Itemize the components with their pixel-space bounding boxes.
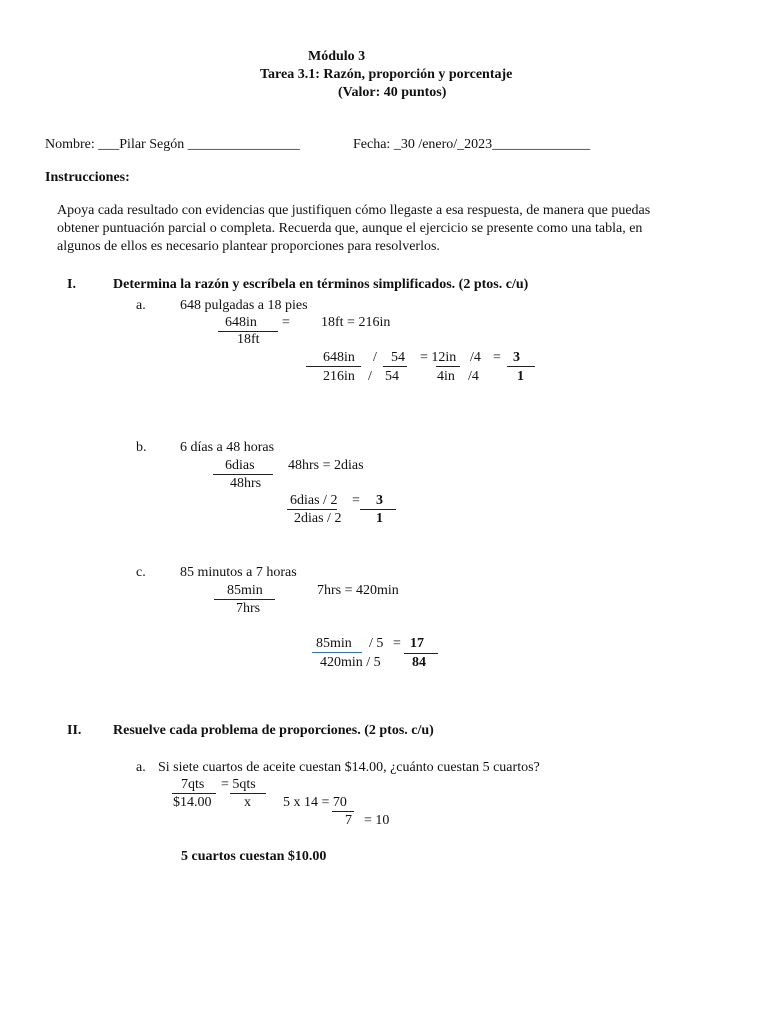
item-1b-letter: b. <box>136 440 147 455</box>
instructions-heading: Instrucciones: <box>45 170 130 185</box>
item-1a-result-num: 3 <box>513 350 520 365</box>
item-1b-conversion: 48hrs = 2dias <box>288 458 364 473</box>
section-2-title: Resuelve cada problema de proporciones. (2 ptos. c/u) <box>113 723 434 738</box>
item-1a-step-div-bottom: / <box>368 369 372 384</box>
item-2a-answer: 5 cuartos cuestan $10.00 <box>181 849 327 864</box>
item-1b-result-num: 3 <box>376 493 383 508</box>
item-1a-step-bar-2 <box>383 366 407 367</box>
item-1b-step-num: 6dias / 2 <box>290 493 338 508</box>
section-1-title: Determina la razón y escríbela en términos simplificados. (2 ptos. c/u) <box>113 277 529 292</box>
section-2-numeral: II. <box>67 723 82 738</box>
item-2a-letter: a. <box>136 760 146 775</box>
item-1a-equals: = <box>282 315 290 330</box>
item-2a-calc-den: 7 <box>345 813 352 828</box>
item-1c-result-den: 84 <box>412 655 426 670</box>
item-1b-numerator: 6dias <box>225 458 255 473</box>
item-1c-prompt: 85 minutos a 7 horas <box>180 565 297 580</box>
item-1a-step-div4-top: /4 <box>470 350 481 365</box>
name-field: Nombre: ___Pilar Segón ________________ <box>45 137 300 152</box>
item-1c-step-eq: = <box>393 636 401 651</box>
item-2a-calc: 5 x 14 = 70 <box>283 795 347 810</box>
item-1a-step-54-top: 54 <box>391 350 405 365</box>
item-1a-result-den: 1 <box>517 369 524 384</box>
item-1c-letter: c. <box>136 565 146 580</box>
item-2a-den-2: x <box>244 795 251 810</box>
item-1a-conversion: 18ft = 216in <box>321 315 391 330</box>
item-1a-letter: a. <box>136 298 146 313</box>
item-1a-step-den2: 4in <box>437 369 455 384</box>
item-1c-step-num: 85min <box>316 636 352 651</box>
instructions-line-3: algunos de ellos es necesario plantear proporciones para resolverlos. <box>57 239 440 254</box>
item-2a-num-2: = 5qts <box>221 777 256 792</box>
item-1a-step-num: 648in <box>323 350 355 365</box>
item-1b-denominator: 48hrs <box>230 476 262 491</box>
item-2a-den-1: $14.00 <box>173 795 212 810</box>
item-1a-step-div4-bottom: /4 <box>468 369 479 384</box>
item-1a-result-bar <box>507 366 535 367</box>
item-2a-prompt: Si siete cuartos de aceite cuestan $14.00, ¿cuánto cuestan 5 cuartos? <box>158 760 540 775</box>
item-1a-step-54-bottom: 54 <box>385 369 399 384</box>
item-1b-step-den: 2dias / 2 <box>294 511 342 526</box>
item-1a-step-div: / <box>373 350 377 365</box>
item-1b-step-eq: = <box>352 493 360 508</box>
item-2a-calc-result: = 10 <box>364 813 390 828</box>
item-1c-step-bar <box>312 652 362 653</box>
item-1a-denominator: 18ft <box>237 332 260 347</box>
item-1b-prompt: 6 días a 48 horas <box>180 440 275 455</box>
date-field: Fecha: _30 /enero/_2023______________ <box>353 137 591 152</box>
item-2a-num-1: 7qts <box>181 777 205 792</box>
item-1c-step-div: / 5 <box>369 636 384 651</box>
section-1-numeral: I. <box>67 277 76 292</box>
item-1a-step-bar-1 <box>306 366 361 367</box>
item-1a-numerator: 648in <box>225 315 257 330</box>
item-1a-step-eq-num: = 12in <box>420 350 457 365</box>
item-1a-step-eq2: = <box>493 350 501 365</box>
instructions-line-2: obtener puntuación parcial o completa. Recuerda que, aunque el ejercicio se presente como una tabla, en <box>57 221 643 236</box>
instructions-line-1: Apoya cada resultado con evidencias que justifiquen cómo llegaste a esa respuesta, de manera que puedas <box>57 203 651 218</box>
item-1c-denominator: 7hrs <box>236 601 261 616</box>
item-1a-step-bar-3 <box>436 366 460 367</box>
item-1b-result-den: 1 <box>376 511 383 526</box>
task-value: (Valor: 40 puntos) <box>338 85 447 100</box>
item-1c-result-num: 17 <box>410 636 424 651</box>
item-1a-prompt: 648 pulgadas a 18 pies <box>180 298 308 313</box>
item-1a-step-den: 216in <box>323 369 355 384</box>
task-title: Tarea 3.1: Razón, proporción y porcentaje <box>260 67 513 82</box>
item-1c-conversion: 7hrs = 420min <box>317 583 399 598</box>
module-title: Módulo 3 <box>308 49 366 64</box>
item-1c-step-den: 420min / 5 <box>320 655 381 670</box>
item-1c-numerator: 85min <box>227 583 263 598</box>
